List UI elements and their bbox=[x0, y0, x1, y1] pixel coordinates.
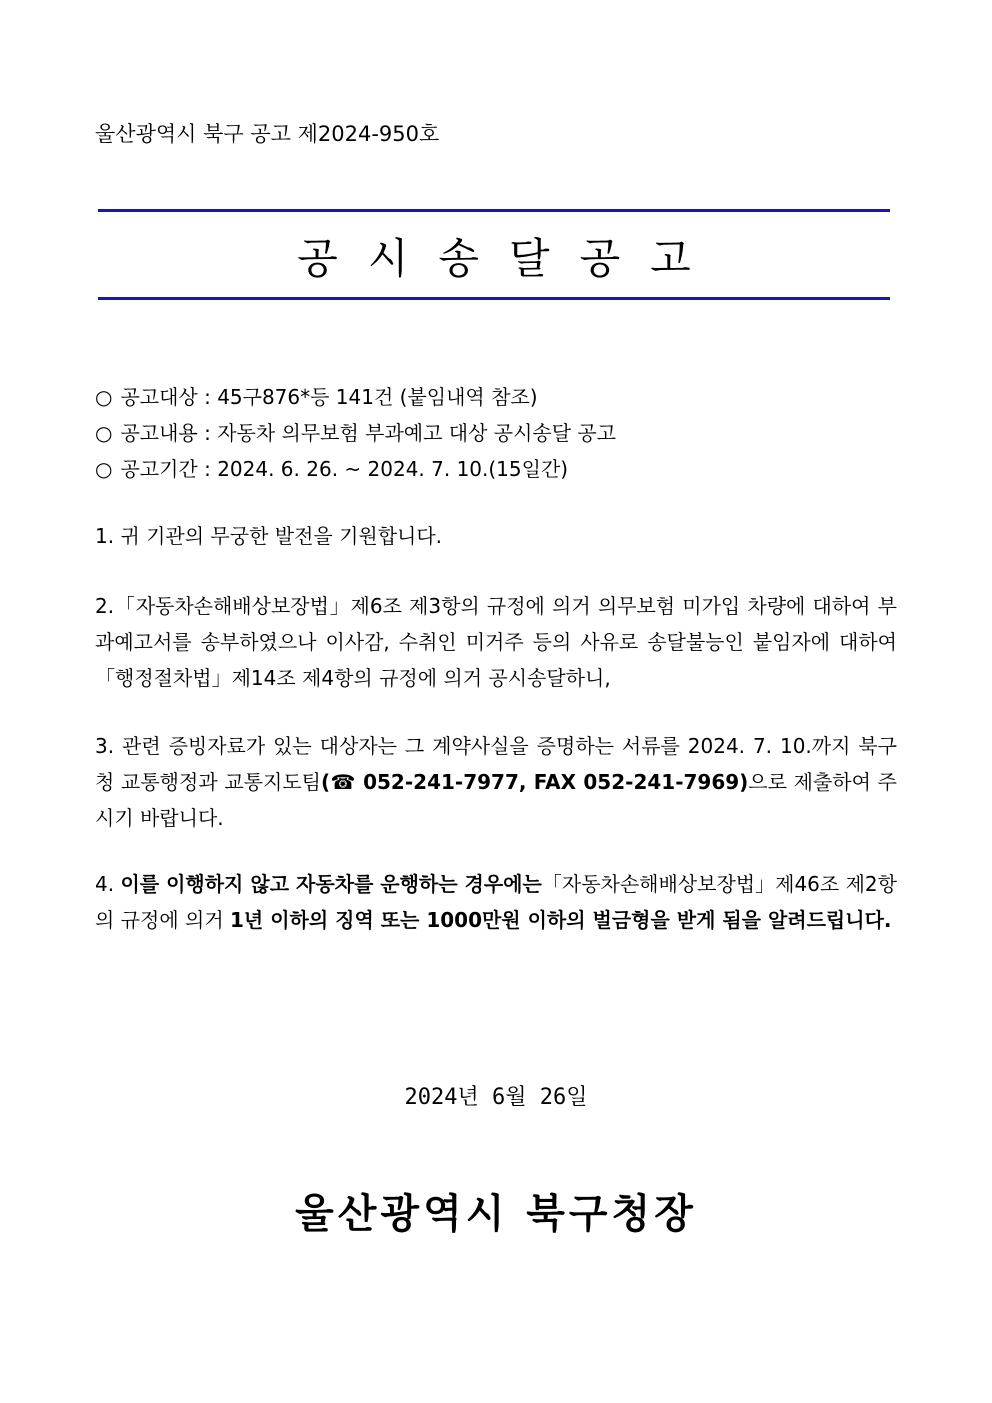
summary-value: 2024. 6. 26. ~ 2024. 7. 10.(15일간) bbox=[217, 457, 569, 481]
warning-text: 이를 이행하지 않고 자동차를 운행하는 경우에는 bbox=[120, 872, 542, 896]
summary-value: 자동차 의무보험 부과예고 대상 공시송달 공고 bbox=[217, 421, 617, 445]
summary-label: 공고기간 bbox=[120, 457, 198, 481]
summary-target: ○ 공고대상 : 45구876*등 141건 (붙임내역 참조) bbox=[95, 385, 538, 409]
paragraph-2: 2.「자동차손해배상보장법」제6조 제3항의 규정에 의거 의무보험 미가입 차량에 대하여 부과예고서를 송부하였으나 이사감, 수취인 미거주 등의 사유로 송달불능인 붙임자에 대하여「행정절차법」제14조 제4항의 규정에 의거 공시송달하니, bbox=[95, 594, 897, 690]
contact-info: (☎ 052-241-7977, FAX 052-241-7969) bbox=[320, 770, 749, 794]
summary-label: 공고내용 bbox=[120, 421, 198, 445]
issuer-name: 울산광역시 북구청장 bbox=[295, 1190, 697, 1237]
notice-number: 울산광역시 북구 공고 제2024-950호 bbox=[95, 122, 440, 146]
summary-value: 45구876*등 141건 (붙임내역 참조) bbox=[217, 385, 538, 409]
title-rule-top bbox=[98, 209, 890, 212]
bullet-circle-icon: ○ bbox=[95, 457, 113, 481]
summary-content: ○ 공고내용 : 자동차 의무보험 부과예고 대상 공시송달 공고 bbox=[95, 421, 617, 445]
title-rule-bottom bbox=[98, 297, 890, 300]
bullet-circle-icon: ○ bbox=[95, 385, 113, 409]
summary-period: ○ 공고기간 : 2024. 6. 26. ~ 2024. 7. 10.(15일간) bbox=[95, 457, 569, 481]
penalty-text: 1년 이하의 징역 또는 1000만원 이하의 벌금형을 받게 됨을 알려드립니다. bbox=[230, 908, 892, 932]
notice-summary bbox=[95, 382, 895, 490]
paragraph-3: 3. 관련 증빙자료가 있는 대상자는 그 계약사실을 증명하는 서류를 2024. 7. 10.까지 북구청 교통행정과 교통지도팀(☎ 052-241-7977, FAX 052-241-7969)으로 제출하여 주시기 바랍니다. bbox=[95, 734, 897, 830]
page-title: 공시송달공고 bbox=[297, 234, 721, 283]
paragraph-4: 4. 이를 이행하지 않고 자동차를 운행하는 경우에는「자동차손해배상보장법」제46조 제2항의 규정에 의거 1년 이하의 징역 또는 1000만원 이하의 벌금형을 받게 됨을 알려드립니다. bbox=[95, 872, 897, 932]
summary-label: 공고대상 bbox=[120, 385, 198, 409]
paragraph-1: 1. 귀 기관의 무궁한 발전을 기원합니다. bbox=[95, 524, 443, 548]
bullet-circle-icon: ○ bbox=[95, 421, 113, 445]
issue-date: 2024년 6월 26일 bbox=[404, 1085, 588, 1110]
